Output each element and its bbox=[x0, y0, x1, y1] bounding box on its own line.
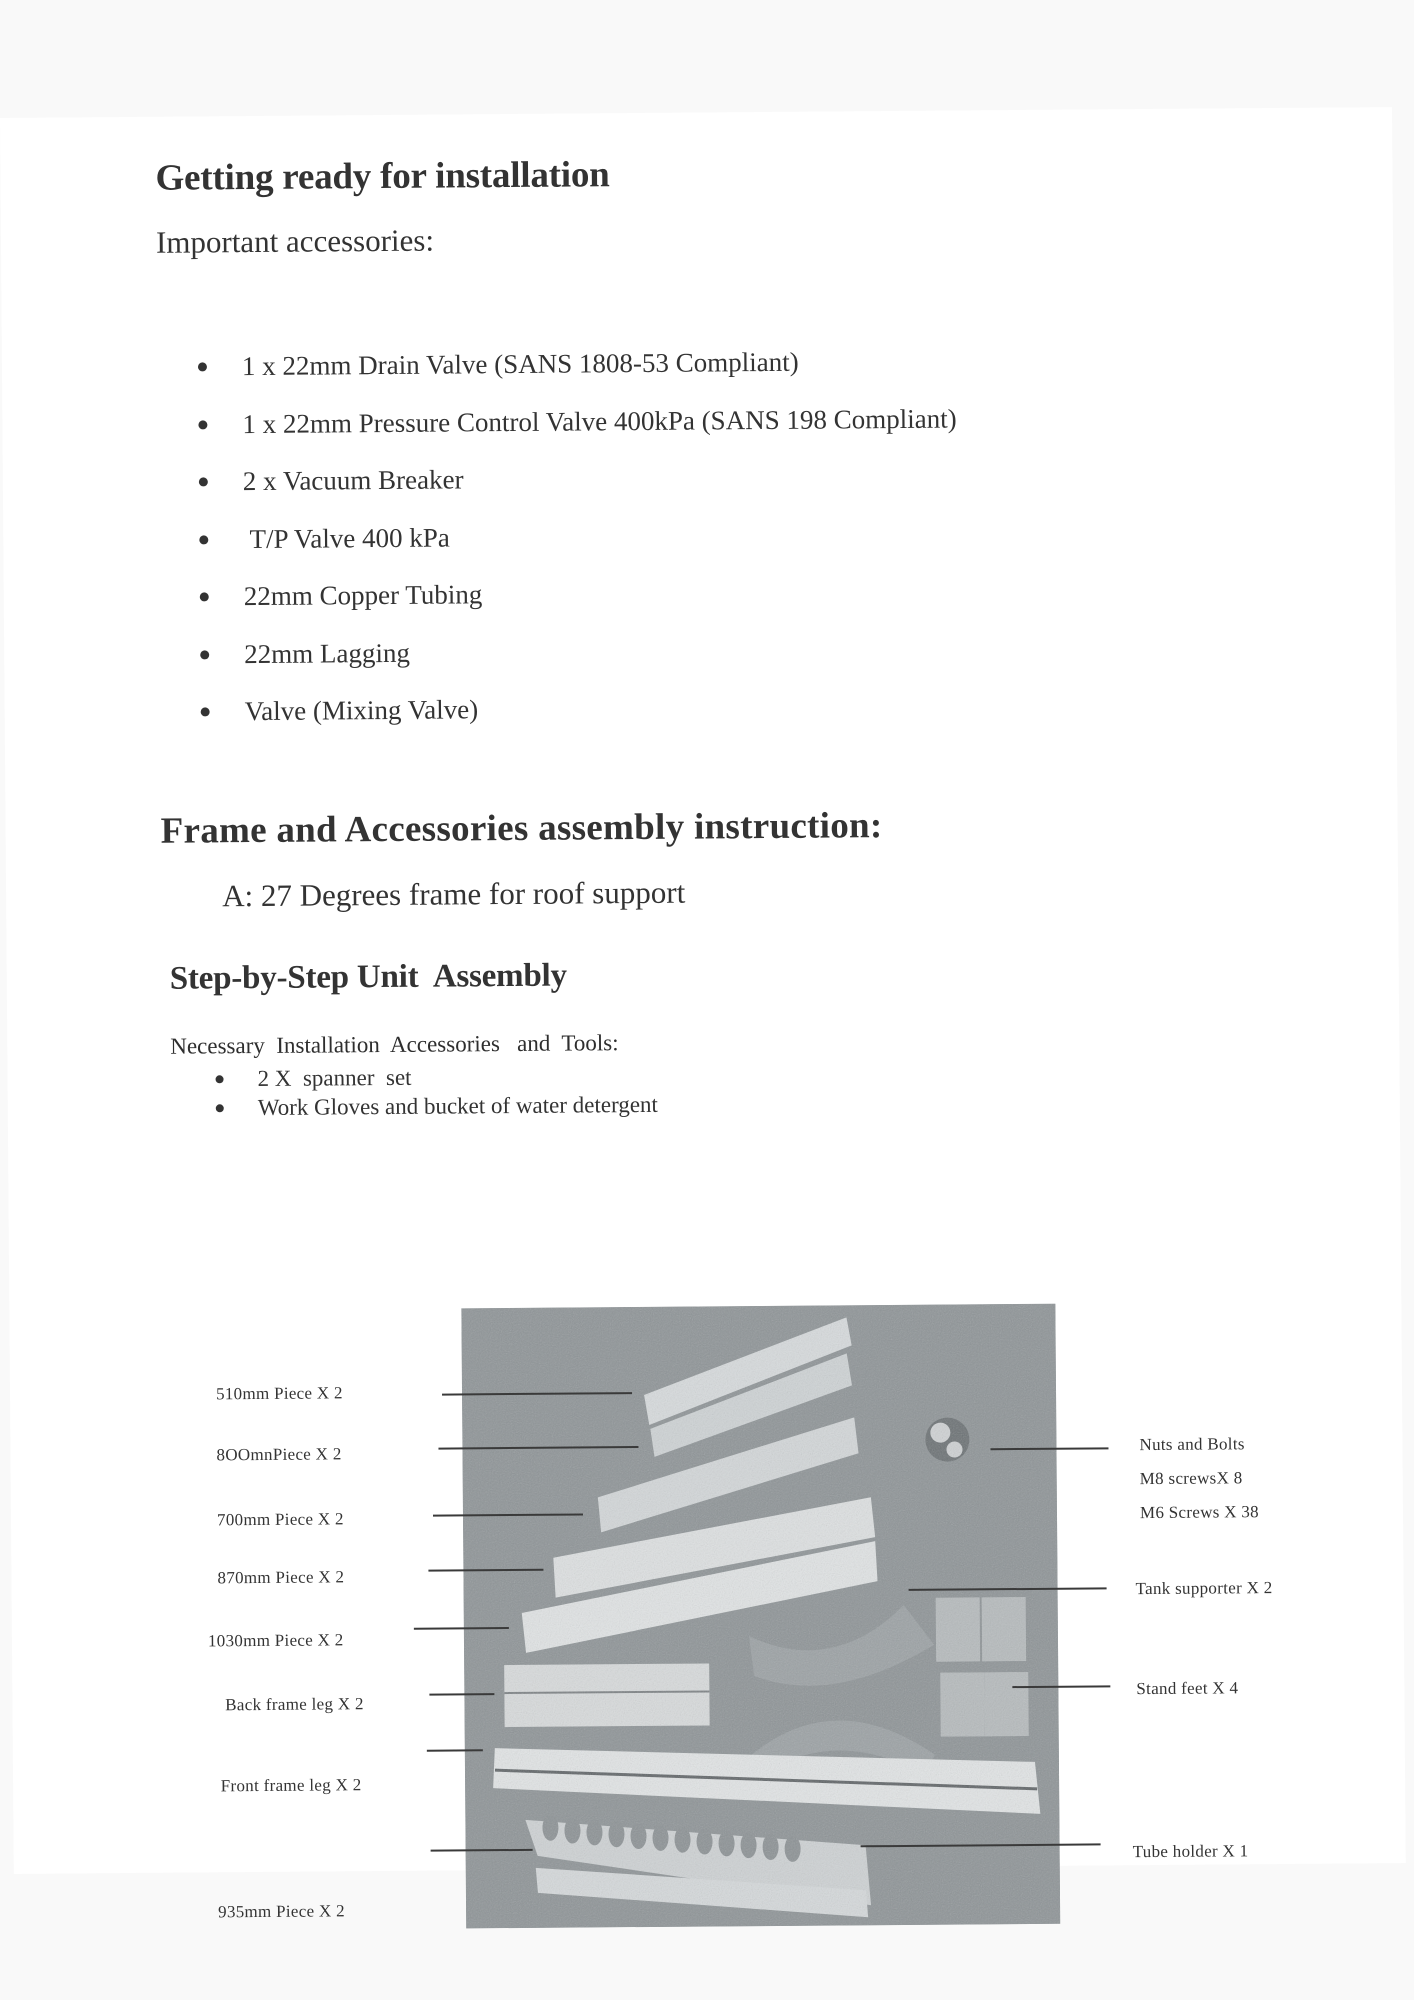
heading-getting-ready: Getting ready for installation bbox=[155, 154, 610, 199]
frame-parts-illustration bbox=[461, 1304, 1060, 1929]
label-870mm-piece: 870mm Piece X 2 bbox=[217, 1567, 345, 1588]
label-510mm-piece: 510mm Piece X 2 bbox=[215, 1383, 343, 1404]
bullet-icon bbox=[200, 650, 209, 659]
list-item: 2 x Vacuum Breaker bbox=[199, 460, 958, 523]
label-800mm-piece: 8OOmnPiece X 2 bbox=[216, 1444, 342, 1465]
bullet-icon bbox=[216, 1075, 224, 1083]
label-m6-screws: M6 Screws X 38 bbox=[1139, 1502, 1260, 1523]
document-page bbox=[0, 107, 1406, 1922]
tools-list bbox=[215, 1063, 658, 1124]
bullet-icon bbox=[200, 592, 209, 601]
subheading-27-degrees-frame: A: 27 Degrees frame for roof support bbox=[221, 874, 686, 914]
bullet-icon bbox=[216, 1104, 224, 1112]
list-item: 2 X spanner set bbox=[215, 1063, 657, 1095]
label-700mm-piece: 700mm Piece X 2 bbox=[216, 1509, 344, 1530]
label-935mm-piece: 935mm Piece X 2 bbox=[218, 1901, 345, 1922]
bullet-icon bbox=[199, 535, 208, 544]
heading-frame-assembly: Frame and Accessories assembly instruction: bbox=[160, 805, 883, 852]
label-m8-screws: M8 screwsX 8 bbox=[1139, 1468, 1243, 1489]
bullet-icon bbox=[201, 707, 210, 716]
label-stand-feet: Stand feet X 4 bbox=[1136, 1678, 1239, 1699]
frame-parts-photo bbox=[461, 1304, 1060, 1929]
bullet-icon bbox=[198, 362, 207, 371]
label-back-frame-leg: Back frame leg X 2 bbox=[225, 1694, 364, 1715]
leader-line bbox=[1012, 1685, 1110, 1688]
label-front-frame-leg: Front frame leg X 2 bbox=[220, 1775, 362, 1796]
label-1030mm-piece: 1030mm Piece X 2 bbox=[207, 1630, 344, 1651]
list-item: 22mm Lagging bbox=[200, 633, 959, 696]
subheading-important-accessories: Important accessories: bbox=[155, 222, 435, 260]
heading-step-by-step: Step-by-Step Unit Assembly bbox=[169, 957, 567, 997]
accessories-list bbox=[198, 345, 959, 753]
tools-heading: Necessary Installation Accessories and Tools: bbox=[170, 1030, 619, 1059]
list-item: Valve (Mixing Valve) bbox=[201, 690, 960, 753]
bullet-icon bbox=[198, 420, 207, 429]
label-tube-holder: Tube holder X 1 bbox=[1132, 1841, 1249, 1862]
list-item: Work Gloves and bucket of water detergent bbox=[216, 1092, 658, 1124]
list-item: 1 x 22mm Pressure Control Valve 400kPa (SANS 198 Compliant) bbox=[198, 403, 957, 466]
bullet-icon bbox=[199, 477, 208, 486]
list-item: 22mm Copper Tubing bbox=[200, 575, 959, 638]
label-tank-supporter: Tank supporter X 2 bbox=[1135, 1578, 1273, 1599]
list-item: 1 x 22mm Drain Valve (SANS 1808-53 Compliant) bbox=[198, 345, 957, 408]
label-nuts-and-bolts: Nuts and Bolts bbox=[1139, 1434, 1245, 1455]
list-item: T/P Valve 400 kPa bbox=[199, 518, 958, 581]
